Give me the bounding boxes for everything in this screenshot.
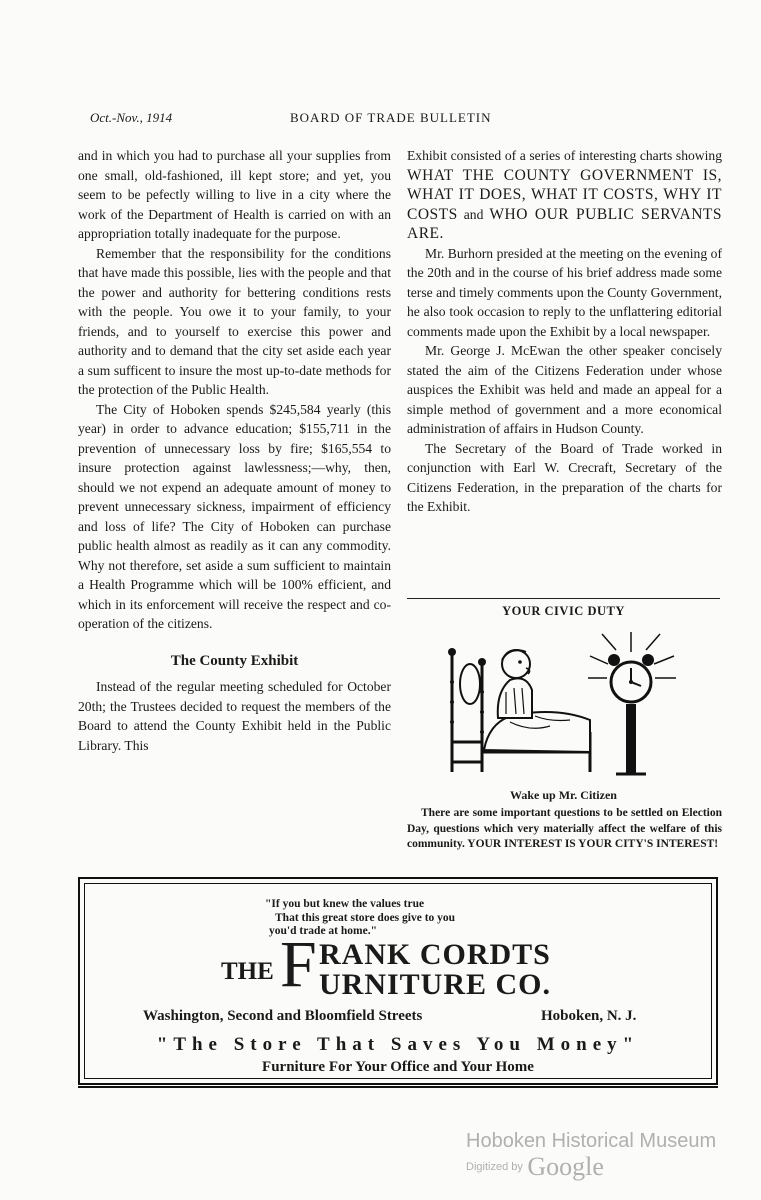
column-divider-rule (407, 598, 720, 599)
ad-tagline: Furniture For Your Office and Your Home (262, 1059, 534, 1075)
firm-name-bottom: URNITURE CO. (319, 968, 552, 1001)
p1-lead-text: Exhibit consisted of a series of interesting charts showing (407, 148, 722, 163)
issue-date: Oct.-Nov., 1914 (90, 110, 173, 125)
cartoon-caption: Wake up Mr. Citizen (510, 788, 617, 802)
left-paragraph-3: The City of Hoboken spends $245,584 yearly (this year) in order to advance education; $155,711 in the prevention of unnecessary loss by fire; $165,554 to insure protection against lawlessness;—why, then, should we not expend an adequate amount of money to prevent unnecessary sickness, impairment of efficiency and loss of life? The City of Hoboken can purchase public health almost as readily as it can any commodity. Why not therefore, set aside a sum sufficient to maintain a Health Programme which will be 100% efficient, and which in its enforcement will receive the respect and co-operation of the citizens. (78, 401, 391, 631)
google-logo-text: Google (527, 1152, 604, 1181)
right-column (407, 146, 722, 517)
civic-duty-paragraph: There are some important questions to be settled on Election Day, questions which very materially affect the welfare of this community. YOUR INTEREST IS YOUR CITY'S INTEREST! (407, 807, 722, 850)
ad-slogan: "The Store That Saves You Money" (156, 1034, 640, 1055)
right-paragraph-4: The Secretary of the Board of Trade worked in conjunction with Earl W. Crecraft, Secretary of the Citizens Federation, in the preparation of the charts for the Exhibit. (407, 440, 722, 514)
p1-and-text: and (463, 206, 484, 222)
right-paragraph-3: Mr. George J. McEwan the other speaker concisely stated the aim of the Citizens Federation under whose auspices the Exhibit was held and made an appeal for a simple method of government and a more economical administration of affairs in Hudson County. (407, 343, 722, 436)
ad-bottom-rule (78, 1086, 718, 1088)
left-paragraph-4: Instead of the regular meeting scheduled for October 20th; the Trustees decided to request the members of the Board to attend the County Exhibit held in the Public Library. This (78, 679, 391, 753)
civic-duty-title: YOUR CIVIC DUTY (502, 604, 625, 618)
museum-watermark: Hoboken Historical Museum (466, 1130, 717, 1152)
p1-caps-text-2: WHO OUR PUBLIC SERVANTS ARE. (407, 205, 722, 242)
furniture-advertisement (78, 877, 718, 1085)
google-watermark (466, 1152, 604, 1182)
section-heading-county-exhibit: The County Exhibit (170, 652, 299, 669)
right-paragraph-2: Mr. Burhorn presided at the meeting on the evening of the 20th and in the course of his brief address made some terse and timely comments upon the County Government, he also took occasion to reply to the unflattering editorial comments made upon the Exhibit by a local newspaper. (407, 245, 722, 339)
running-header (78, 110, 718, 134)
left-paragraph-2: Remember that the responsibility for the conditions that have made this possible, lies with the people and that the power and authority for bettering conditions rests with the people. You owe it to your family, to your friends, and to yourself to exercise this power and authority and to demand that the city set aside each year a sum sufficent to insure the most up-to-date methods for the protection of the Public Health. (78, 245, 391, 397)
firm-name-top: RANK CORDTS (319, 938, 551, 971)
ad-address: Washington, Second and Bloomfield Streets (143, 1008, 423, 1024)
firm-name-the: THE (221, 958, 274, 985)
civic-duty-text (407, 806, 722, 853)
ad-inner-border (84, 883, 712, 1079)
ad-city: Hoboken, N. J. (541, 1008, 637, 1024)
cartoon-sleeping-citizen (440, 622, 680, 782)
left-paragraph-1: and in which you had to purchase all your supplies from one small, old-fashioned, ill kept store; and yet, you seem to be pefectly willing to live in a city where the work of the Department of Health is carried on with an appropriation totally inadequate for the purpose. (78, 148, 391, 241)
ad-quote-line-1: "If you but knew the values true (265, 898, 425, 910)
ad-quote-line-3: you'd trade at home." (269, 925, 377, 937)
p1-caps-text: WHAT THE COUNTY GOVERNMENT IS, WHAT IT DOES, WHAT IT COSTS, WHY IT COSTS (407, 166, 722, 223)
firm-name-initial: F (280, 928, 317, 1001)
ad-quote-line-2: That this great store does give to you (275, 911, 456, 924)
right-paragraph-1 (407, 146, 722, 244)
publication-title: BOARD OF TRADE BULLETIN (290, 110, 492, 125)
digitized-by-text: Digitized by (466, 1161, 523, 1173)
left-column (78, 146, 391, 755)
